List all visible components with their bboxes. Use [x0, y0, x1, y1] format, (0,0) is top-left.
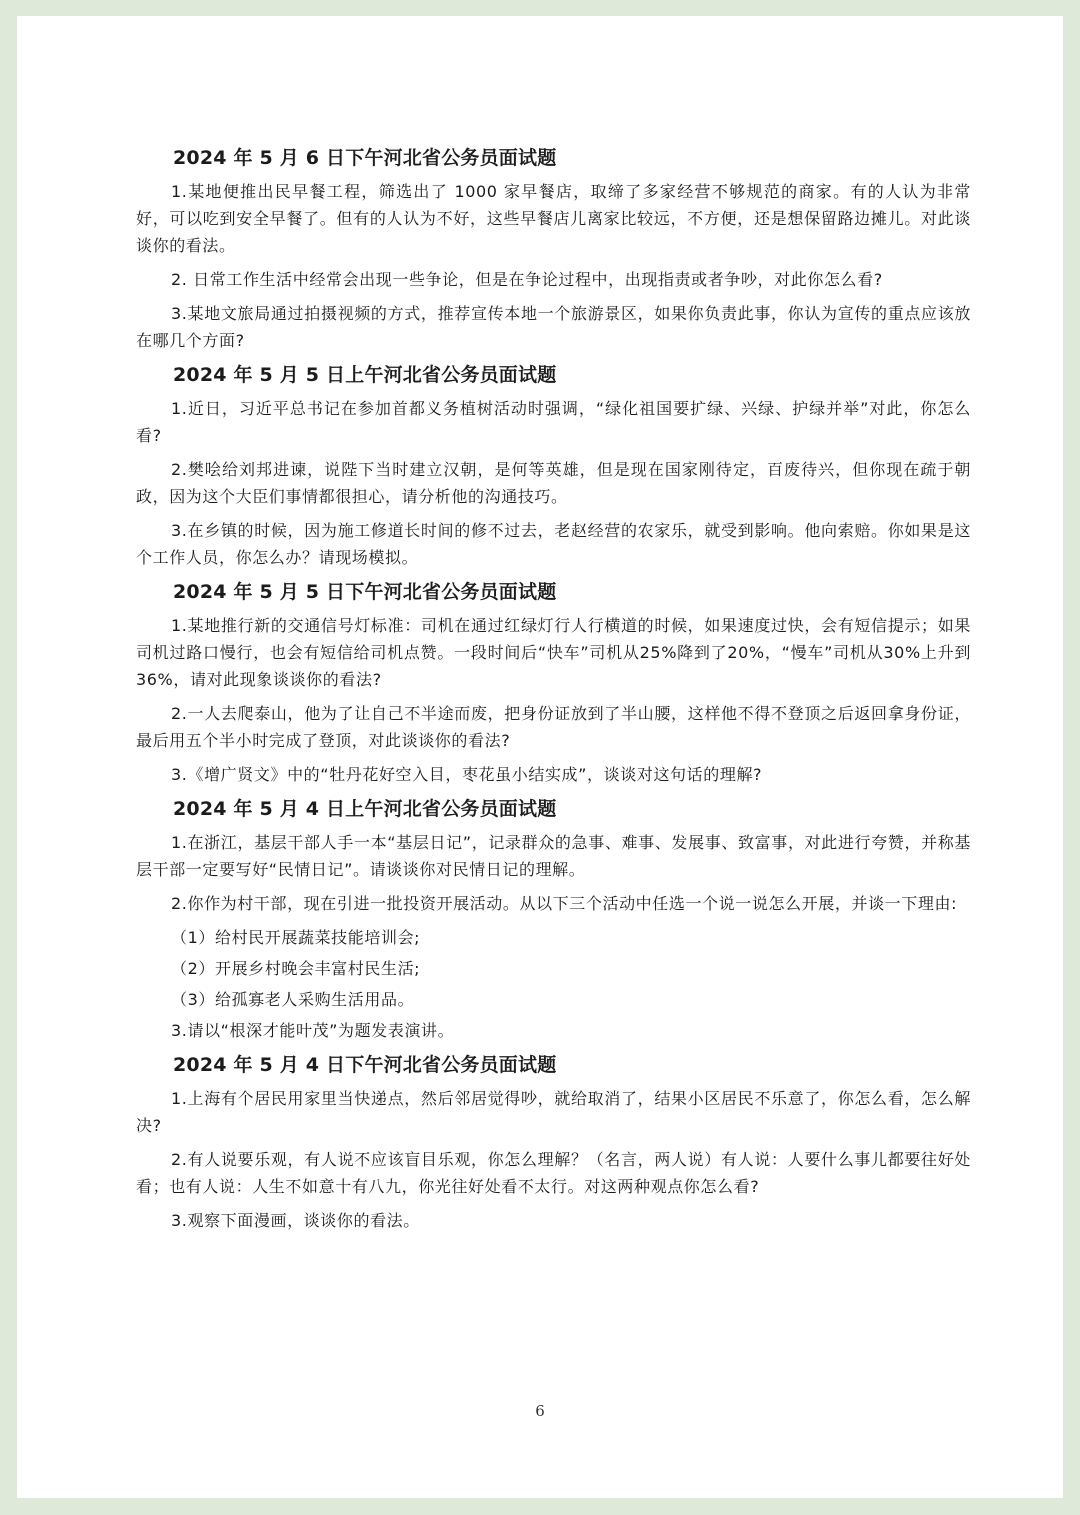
section-title: 2024 年 5 月 5 日下午河北省公务员面试题 — [173, 581, 557, 603]
question-1: 1.某地便推出民早餐工程，筛选出了 1000 家早餐店，取缔了多家经营不够规范的商家。有的人认为非常好，可以吃到安全早餐了。但有的人认为不好，这些早餐店儿离家比较远，不方便，还是想保留路边摊儿。对此谈谈你的看法。 — [136, 182, 971, 255]
question-2: 2.一人去爬泰山，他为了让自己不半途而废，把身份证放到了半山腰，这样他不得不登顶之后返回拿身份证，最后用五个半小时完成了登顶，对此谈谈你的看法? — [136, 704, 971, 750]
option-2: （2）开展乡村晚会丰富村民生活; — [171, 959, 421, 978]
section-title: 2024 年 5 月 4 日上午河北省公务员面试题 — [173, 798, 557, 820]
section-may5-afternoon — [136, 578, 971, 788]
question-1: 1.某地推行新的交通信号灯标准：司机在通过红绿灯行人行横道的时候，如果速度过快，会有短信提示；如果司机过路口慢行，也会有短信给司机点赞。一段时间后“快车”司机从25%降到了20%，“慢车”司机从30%上升到36%，请对此现象谈谈你的看法? — [136, 616, 971, 689]
question-2: 2.你作为村干部，现在引进一批投资开展活动。从以下三个活动中任选一个说一说怎么开展，并谈一下理由: — [171, 894, 958, 913]
question-3: 3.请以“根深才能叶茂”为题发表演讲。 — [171, 1021, 455, 1040]
option-1: （1）给村民开展蔬菜技能培训会; — [171, 928, 421, 947]
question-2: 2.樊哙给刘邦进谏，说陛下当时建立汉朝，是何等英雄，但是现在国家刚待定，百废待兴，但你现在疏于朝政，因为这个大臣们事情都很担心，请分析他的沟通技巧。 — [136, 460, 971, 506]
option-3: （3）给孤寡老人采购生活用品。 — [171, 990, 415, 1009]
page-number: 6 — [535, 1402, 545, 1420]
question-3: 3.某地文旅局通过拍摄视频的方式，推荐宣传本地一个旅游景区，如果你负责此事，你认为宣传的重点应该放在哪几个方面? — [136, 304, 971, 350]
document-content — [136, 144, 971, 1241]
section-may4-afternoon — [136, 1051, 971, 1234]
question-1: 1.近日，习近平总书记在参加首都义务植树活动时强调，“绿化祖国要扩绿、兴绿、护绿并举”对此，你怎么看? — [136, 399, 971, 445]
question-2: 2. 日常工作生活中经常会出现一些争论，但是在争论过程中，出现指责或者争吵，对此你怎么看? — [171, 270, 883, 289]
question-1: 1.上海有个居民用家里当快递点，然后邻居觉得吵，就给取消了，结果小区居民不乐意了，你怎么看，怎么解决? — [136, 1089, 971, 1135]
question-3: 3.《增广贤文》中的“牡丹花好空入目，枣花虽小结实成”，谈谈对这句话的理解? — [171, 765, 763, 784]
section-title: 2024 年 5 月 5 日上午河北省公务员面试题 — [173, 364, 557, 386]
section-may6-afternoon — [136, 144, 971, 354]
section-may4-morning — [136, 795, 971, 1044]
section-title: 2024 年 5 月 6 日下午河北省公务员面试题 — [173, 147, 557, 169]
section-may5-morning — [136, 361, 971, 571]
question-2: 2.有人说要乐观，有人说不应该盲目乐观，你怎么理解？（名言，两人说）有人说：人要什么事儿都要往好处看；也有人说：人生不如意十有八九，你光往好处看不太行。对这两种观点你怎么看? — [136, 1150, 971, 1196]
section-title: 2024 年 5 月 4 日下午河北省公务员面试题 — [173, 1054, 557, 1076]
question-3: 3.在乡镇的时候，因为施工修道长时间的修不过去，老赵经营的农家乐，就受到影响。他向索赔。你如果是这个工作人员，你怎么办？请现场模拟。 — [136, 521, 971, 567]
question-1: 1.在浙江，基层干部人手一本“基层日记”，记录群众的急事、难事、发展事、致富事，对此进行夸赞，并称基层干部一定要写好“民情日记”。请谈谈你对民情日记的理解。 — [136, 833, 971, 879]
question-3: 3.观察下面漫画，谈谈你的看法。 — [171, 1211, 420, 1230]
document-page — [17, 16, 1063, 1498]
